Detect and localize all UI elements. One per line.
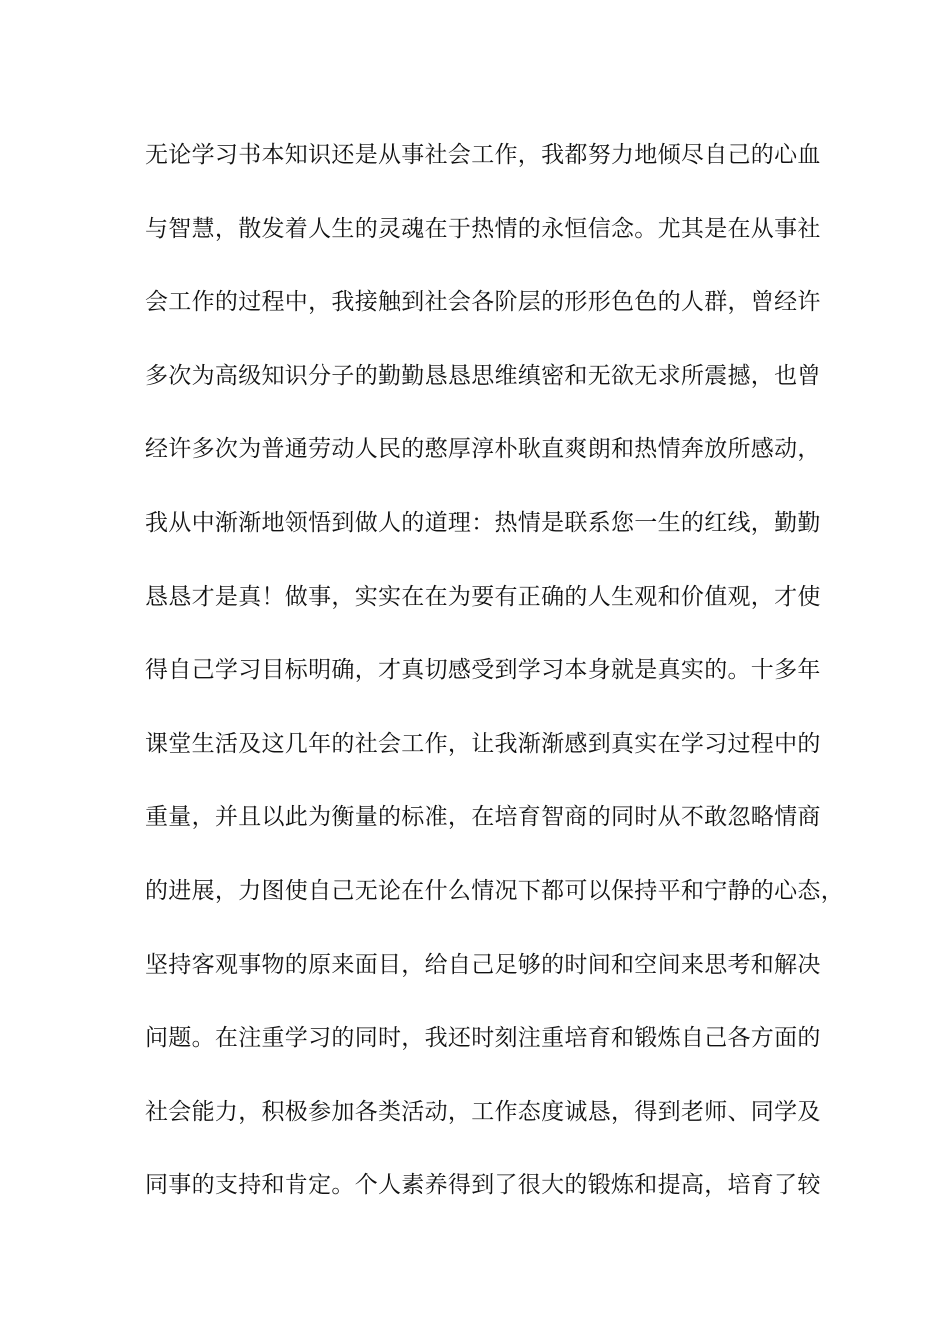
- text-line: 得自己学习目标明确，才真切感受到学习本身就是真实的。十多年: [145, 657, 821, 684]
- text-line: 恳恳才是真！做事，实实在在为要有正确的人生观和价值观，才使: [145, 583, 821, 610]
- text-line: 坚持客观事物的原来面目，给自己足够的时间和空间来思考和解决: [145, 951, 821, 978]
- text-line: 多次为高级知识分子的勤勤恳恳思维缜密和无欲无求所震撼，也曾: [145, 362, 821, 389]
- text-line: 的进展，力图使自己无论在什么情况下都可以保持平和宁静的心态，: [145, 877, 844, 904]
- text-line: 我从中渐渐地领悟到做人的道理：热情是联系您一生的红线，勤勤: [145, 509, 821, 536]
- text-line: 社会能力，积极参加各类活动，工作态度诚恳，得到老师、同学及: [145, 1098, 821, 1125]
- text-line: 无论学习书本知识还是从事社会工作，我都努力地倾尽自己的心血: [145, 142, 821, 168]
- text-line: 同事的支持和肯定。个人素养得到了很大的锻炼和提高，培育了较: [145, 1172, 821, 1199]
- text-line: 与智慧，散发着人生的灵魂在于热情的永恒信念。尤其是在从事社: [145, 215, 821, 242]
- body-paragraph: [145, 132, 844, 1236]
- text-line: 问题。在注重学习的同时，我还时刻注重培育和锻炼自己各方面的: [145, 1025, 821, 1052]
- text-line: 经许多次为普通劳动人民的憨厚淳朴耿直爽朗和热情奔放所感动，: [145, 436, 821, 463]
- text-line: 课堂生活及这几年的社会工作，让我渐渐感到真实在学习过程中的: [145, 730, 821, 757]
- text-line: 会工作的过程中，我接触到社会各阶层的形形色色的人群，曾经许: [145, 289, 821, 316]
- text-line: 重量，并且以此为衡量的标准，在培育智商的同时从不敢忽略情商: [145, 804, 821, 831]
